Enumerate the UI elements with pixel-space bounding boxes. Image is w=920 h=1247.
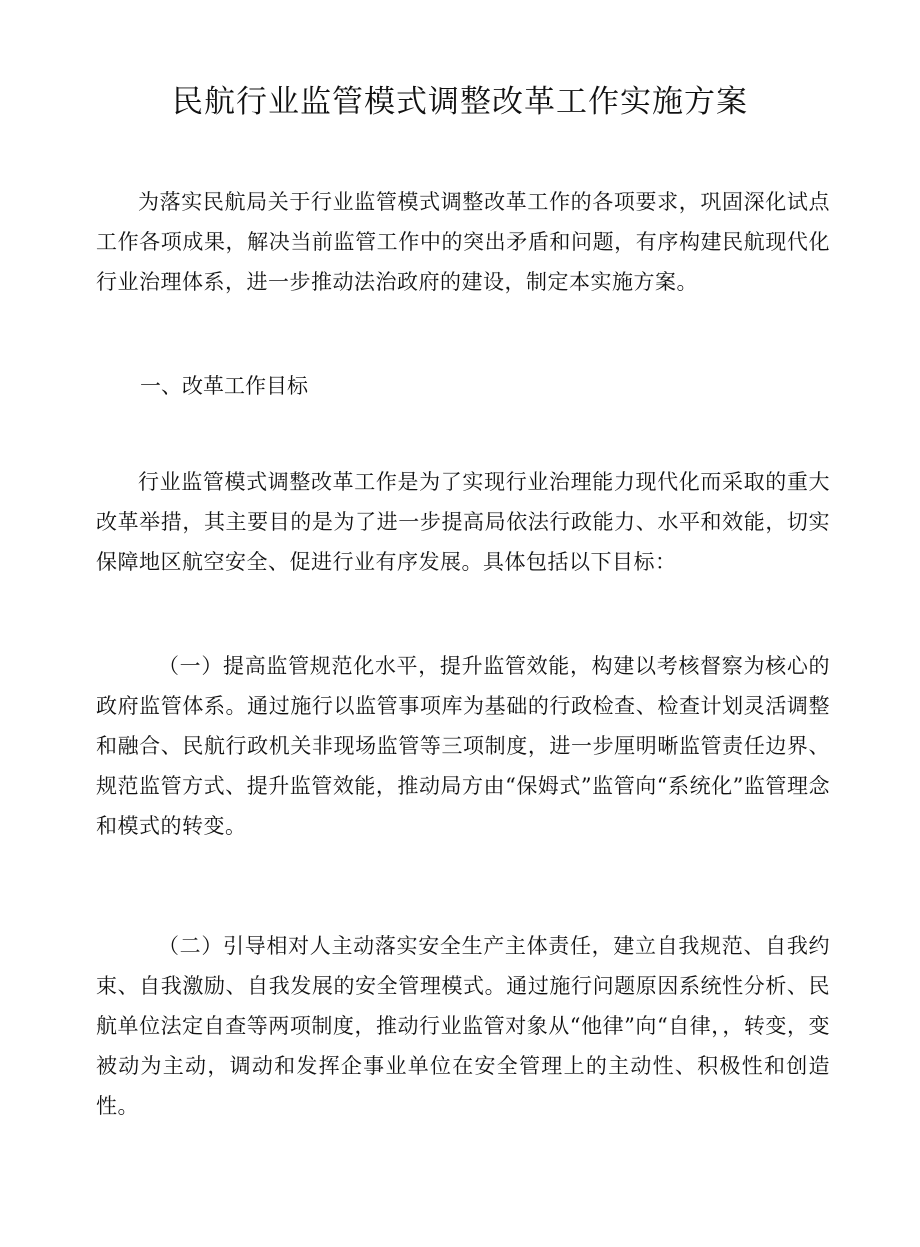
goal-2-paragraph: （二）引导相对人主动落实安全生产主体责任，建立自我规范、自我约束、自我激励、自我发展的安全管理模式。通过施行问题原因系统性分析、民航单位法定自查等两项制度，推动行业监管对象从“他律”向“自律，，转变，变被动为主动，调动和发挥企事业单位在安全管理上的主动性、积极性和创造性。 bbox=[96, 934, 830, 1118]
goal-1-paragraph: （一）提高监管规范化水平，提升监管效能，构建以考核督察为核心的政府监管体系。通过施行以监管事项库为基础的行政检查、检查计划灵活调整和融合、民航行政机关非现场监管等三项制度，进一步厘明晰监管责任边界、规范监管方式、提升监管效能，推动局方由“保姆式”监管向“系统化”监管理念和模式的转变。 bbox=[96, 654, 830, 838]
intro-paragraph: 为落实民航局关于行业监管模式调整改革工作的各项要求，巩固深化试点工作各项成果，解决当前监管工作中的突出矛盾和问题，有序构建民航现代化行业治理体系，进一步推动法治政府的建设，制定本实施方案。 bbox=[96, 190, 830, 294]
section-heading-goals: 一、改革工作目标 bbox=[140, 374, 308, 398]
document-title: 民航行业监管模式调整改革工作实施方案 bbox=[172, 84, 748, 120]
goals-overview-paragraph: 行业监管模式调整改革工作是为了实现行业治理能力现代化而采取的重大改革举措，其主要目的是为了进一步提高局依法行政能力、水平和效能，切实保障地区航空安全、促进行业有序发展。具体包括以下目标： bbox=[96, 470, 830, 574]
